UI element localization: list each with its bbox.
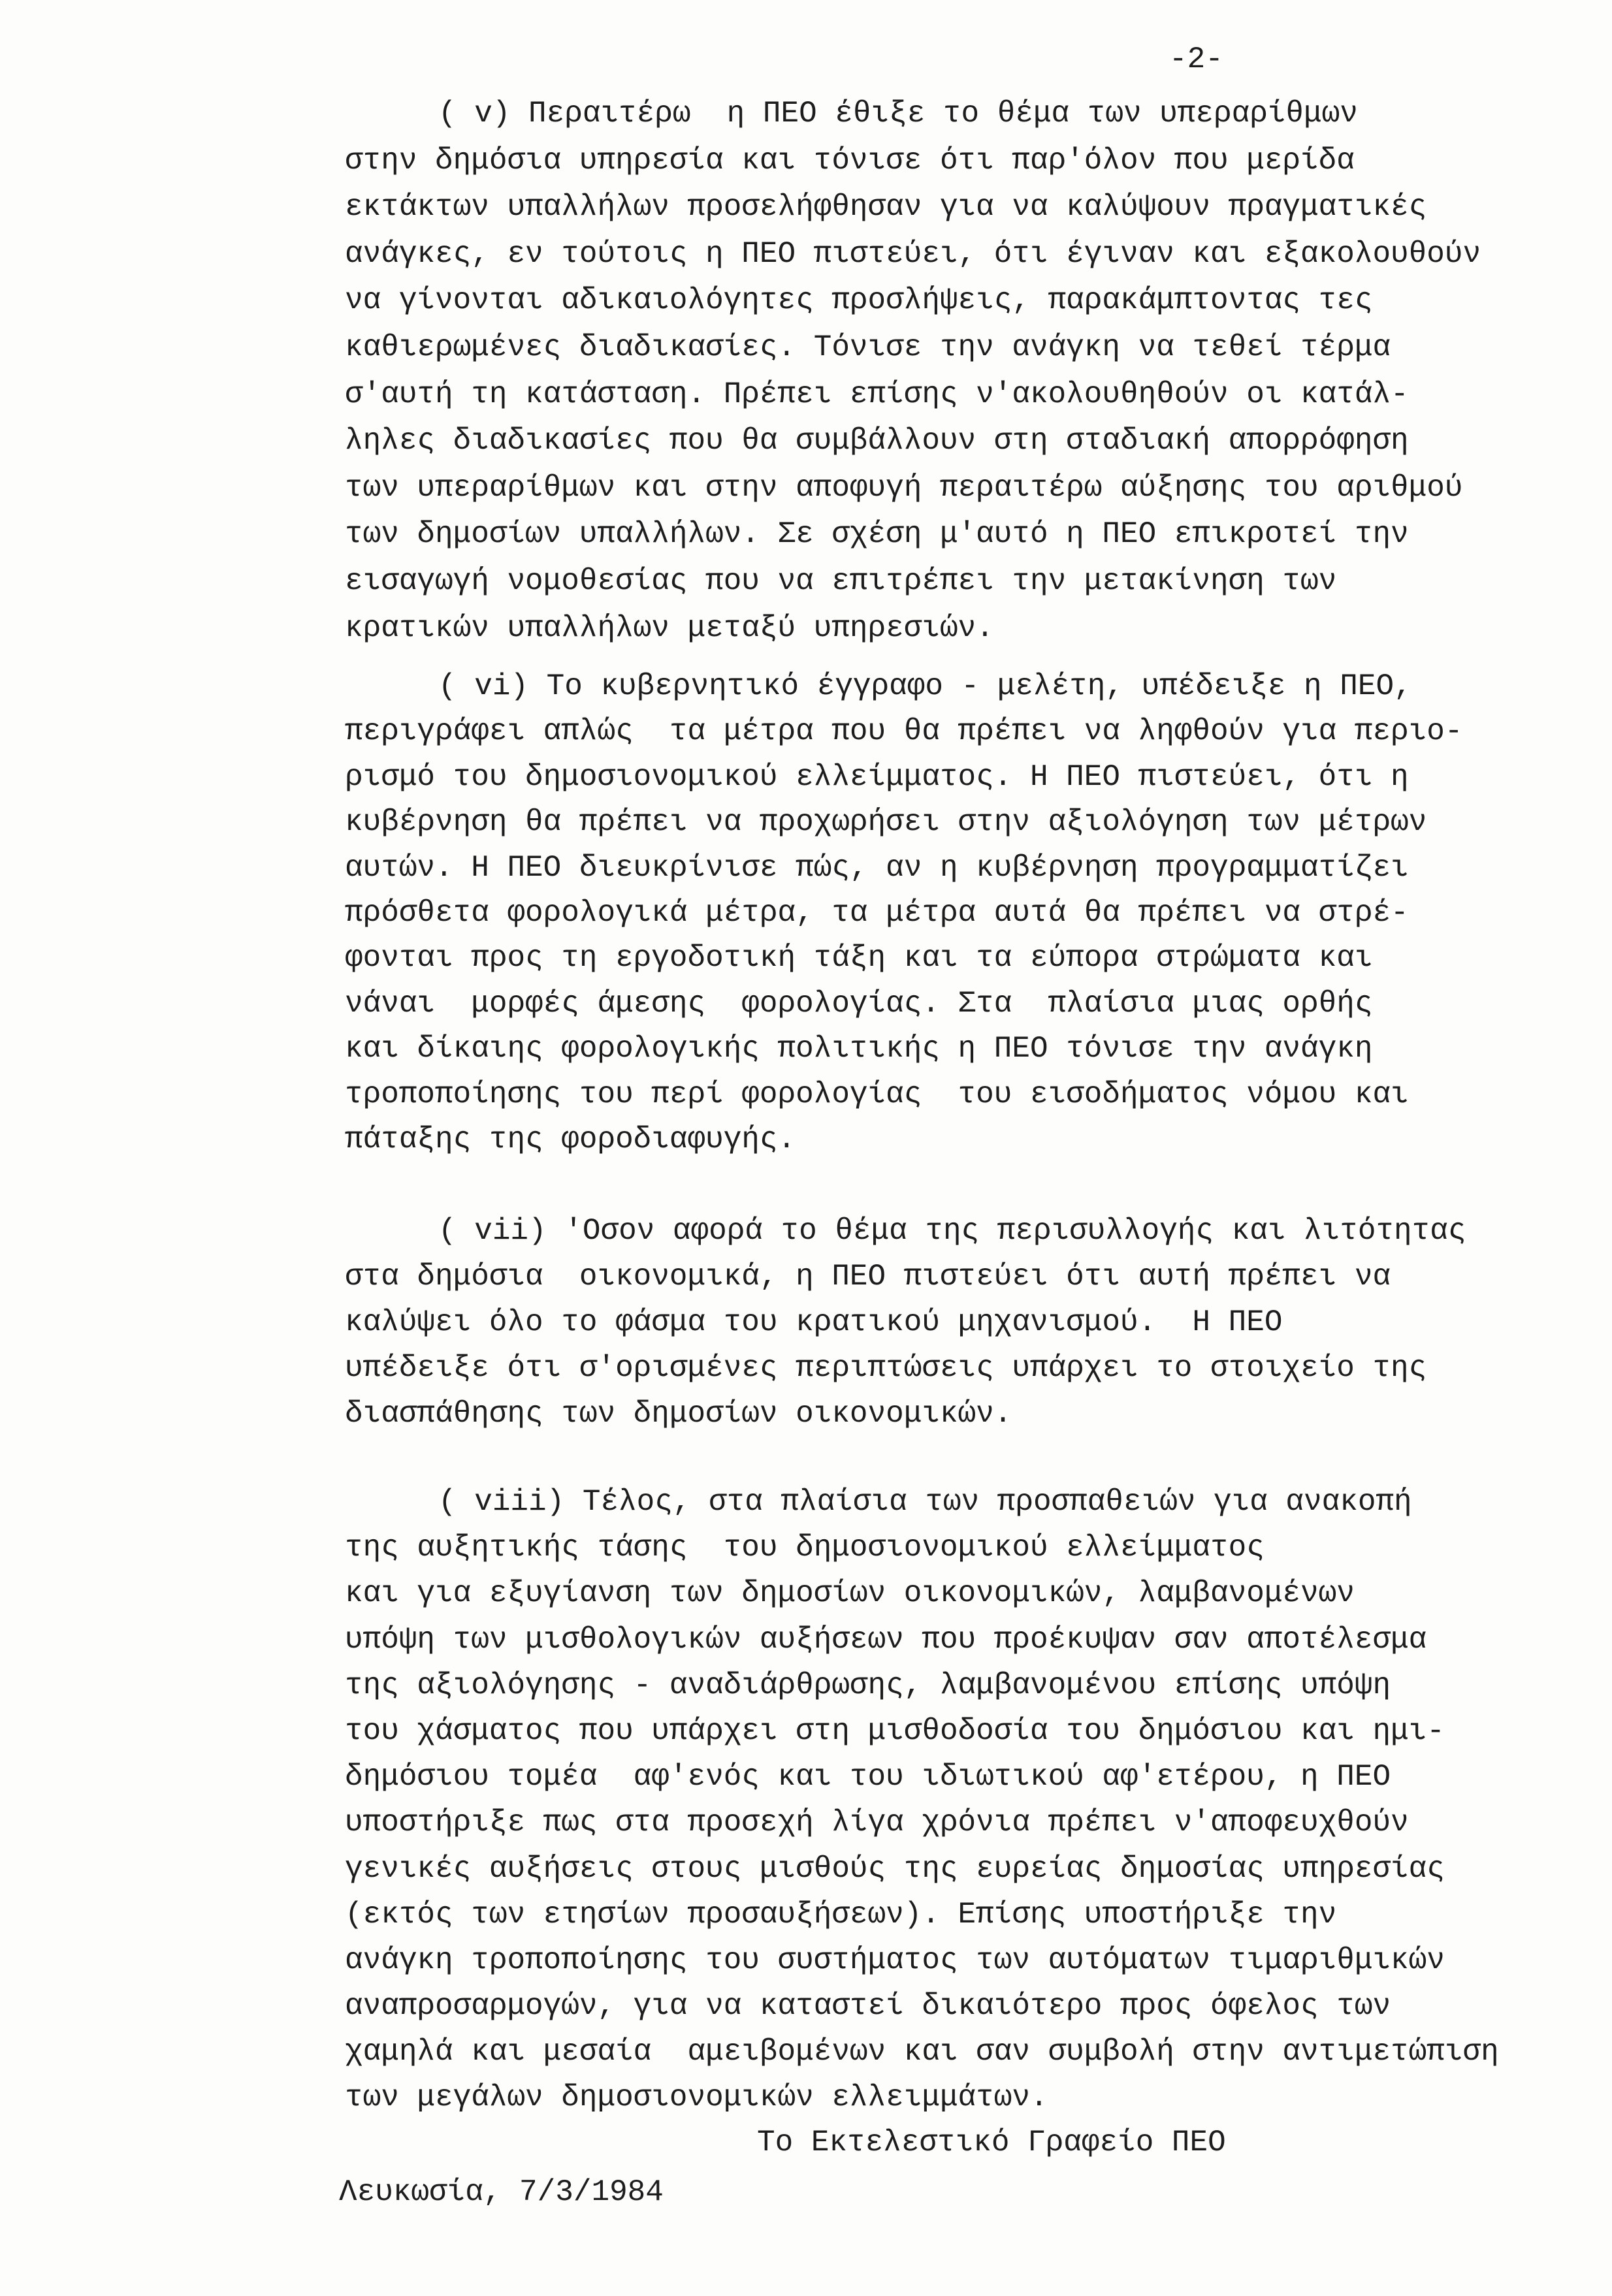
text-line: καθιερωμένες διαδικασίες. Τόνισε την ανάγκη να τεθεί τέρμα	[345, 330, 1391, 364]
text-line: κυβέρνηση θα πρέπει να προχωρήσει στην αξιολόγηση των μέτρων	[345, 805, 1427, 840]
text-line: στα δημόσια οικονομικά, η ΠΕΟ πιστεύει ότι αυτή πρέπει να	[345, 1259, 1391, 1294]
text-line: νάναι μορφές άμεσης φορολογίας. Στα πλαίσια μιας ορθής	[345, 986, 1373, 1021]
text-line: αυτών. Η ΠΕΟ διευκρίνισε πώς, αν η κυβέρνηση προγραμματίζει	[345, 850, 1409, 885]
paragraph-label: ( viii)	[438, 1485, 565, 1519]
text-run: Το κυβερνητικό έγγραφο - μελέτη, υπέδειξε η ΠΕΟ,	[546, 669, 1412, 703]
text-line: γενικές αυξήσεις στους μισθούς της ευρείας δημοσίας υπηρεσίας	[345, 1851, 1445, 1886]
text-line: πρόσθετα φορολογικά μέτρα, τα μέτρα αυτά θα πρέπει να στρέ-	[345, 895, 1409, 930]
text-line: καλύψει όλο το φάσμα του κρατικού μηχανισμού. Η ΠΕΟ	[345, 1305, 1283, 1339]
text-line: υποστήριξε πως στα προσεχή λίγα χρόνια πρέπει ν'αποφευχθούν	[345, 1806, 1409, 1840]
text-line	[345, 1479, 1586, 1525]
text-line: στην δημόσια υπηρεσία και τόνισε ότι παρ'όλον που μερίδα	[345, 143, 1355, 178]
paragraph-label: ( v)	[438, 97, 511, 131]
text-line: εκτάκτων υπαλλήλων προσελήφθησαν για να καλύψουν πραγματικές	[345, 190, 1427, 225]
text-line: και δίκαιης φορολογικής πολιτικής η ΠΕΟ τόνισε την ανάγκη	[345, 1032, 1373, 1066]
text-line: ανάγκη τροποποίησης του συστήματος των αυτόματων τιμαριθμικών	[345, 1943, 1445, 1977]
text-line: ρισμό του δημοσιονομικού ελλείμματος. Η ΠΕΟ πιστεύει, ότι η	[345, 759, 1409, 794]
text-line: διασπάθησης των δημοσίων οικονομικών.	[345, 1396, 1012, 1431]
text-line	[345, 664, 1586, 709]
text-line: του χάσματος που υπάρχει στη μισθοδοσία του δημόσιου και ημι-	[345, 1714, 1445, 1748]
text-line: υπέδειξε ότι σ'ορισμένες περιπτώσεις υπάρχει το στοιχείο της	[345, 1350, 1427, 1385]
paragraph-label: ( vii)	[438, 1214, 547, 1248]
text-line: αναπροσαρμογών, για να καταστεί δικαιότερο προς όφελος των	[345, 1989, 1391, 2024]
text-line: (εκτός των ετησίων προσαυξήσεων). Επίσης υποστήριξε την	[345, 1897, 1337, 1932]
text-line: της αξιολόγησης - αναδιάρθρωσης, λαμβανομένου επίσης υπόψη	[345, 1668, 1391, 1702]
text-line: τροποποίησης του περί φορολογίας του εισοδήματος νόμου και	[345, 1077, 1409, 1111]
text-line: δημόσιου τομέα αφ'ενός και του ιδιωτικού αφ'ετέρου, η ΠΕΟ	[345, 1760, 1391, 1794]
paragraph-vii	[345, 1209, 1586, 1437]
text-line: να γίνονται αδικαιολόγητες προσλήψεις, παρακάμπτοντας τες	[345, 283, 1373, 318]
paragraph-v	[345, 91, 1586, 652]
text-line: της αυξητικής τάσης του δημοσιονομικού ελλείμματος	[345, 1531, 1265, 1565]
paragraph-vi	[345, 664, 1586, 1162]
text-line: χαμηλά και μεσαία αμειβομένων και σαν συμβολή στην αντιμετώπιση	[345, 2035, 1499, 2069]
paragraph-label: ( vi)	[438, 669, 529, 703]
text-line: κρατικών υπαλλήλων μεταξύ υπηρεσιών.	[345, 611, 994, 645]
text-line: πάταξης της φοροδιαφυγής.	[345, 1122, 796, 1156]
text-line: φονται προς τη εργοδοτική τάξη και τα εύπορα στρώματα και	[345, 941, 1373, 976]
text-line: σ'αυτή τη κατάσταση. Πρέπει επίσης ν'ακολουθηθούν οι κατάλ-	[345, 377, 1409, 411]
text-line: εισαγωγή νομοθεσίας που να επιτρέπει την μετακίνηση των	[345, 564, 1337, 598]
text-line: και για εξυγίανση των δημοσίων οικονομικών, λαμβανομένων	[345, 1576, 1355, 1611]
text-line: των δημοσίων υπαλλήλων. Σε σχέση μ'αυτό η ΠΕΟ επικροτεί την	[345, 517, 1409, 552]
page-number: -2-	[1169, 42, 1223, 76]
text-run: 'Οσον αφορά το θέμα της περισυλλογής και λιτότητας	[564, 1214, 1466, 1248]
text-line: υπόψη των μισθολογικών αυξήσεων που προέκυψαν σαν αποτέλεσμα	[345, 1622, 1427, 1657]
text-line: των υπεραρίθμων και στην αποφυγή περαιτέρω αύξησης του αριθμού	[345, 470, 1463, 505]
place-and-date: Λευκωσία, 7/3/1984	[339, 2175, 664, 2209]
text-line: περιγράφει απλώς τα μέτρα που θα πρέπει να ληφθούν για περιο-	[345, 714, 1463, 749]
text-run: Περαιτέρω η ΠΕΟ έθιξε το θέμα των υπεραρίθμων	[528, 97, 1358, 131]
text-line: ληλες διαδικασίες που θα συμβάλλουν στη σταδιακή απορρόφηση	[345, 424, 1409, 458]
text-line: των μεγάλων δημοσιονομικών ελλειμμάτων.	[345, 2081, 1048, 2115]
text-line	[345, 91, 1586, 138]
text-line	[345, 1209, 1586, 1254]
signature-line: Το Εκτελεστικό Γραφείο ΠΕΟ	[757, 2126, 1226, 2160]
paragraph-viii	[345, 1479, 1586, 2121]
text-line: ανάγκες, εν τούτοις η ΠΕΟ πιστεύει, ότι έγιναν και εξακολουθούν	[345, 236, 1481, 271]
text-run: Τέλος, στα πλαίσια των προσπαθειών για ανακοπή	[582, 1485, 1412, 1519]
